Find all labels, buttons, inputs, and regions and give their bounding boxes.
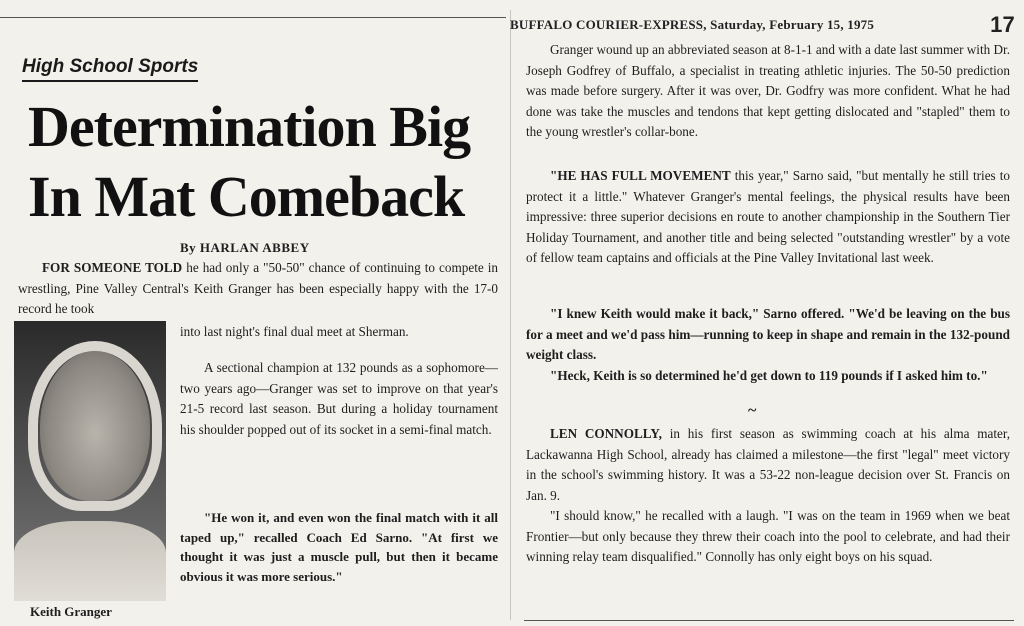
paragraph-continued: into last night's final dual meet at Sherman. xyxy=(180,324,409,339)
top-rule xyxy=(0,17,506,18)
movement-text: this year," Sarno said, "but mentally he still tries to protect it a little." Whatever Granger's mental feelings, the physical results have been impressive: three superior decisions en route to another championship in the Southern Tier Holiday Tournament, and another title and being selected "outstanding wrestler" by a vote of fellow team captains and officials at the Pine Valley Invitational last week. xyxy=(526,168,1010,265)
paragraph-connolly xyxy=(526,424,1010,506)
right-column-top xyxy=(526,40,1010,143)
headline-line-1: Determination Big xyxy=(28,94,471,159)
publication-line: BUFFALO COURIER-EXPRESS, Saturday, February 15, 1975 xyxy=(510,17,875,32)
masthead xyxy=(510,12,1015,38)
portrait-photo xyxy=(14,321,166,601)
photo-headgear xyxy=(28,341,162,511)
connolly-text: in his first season as swimming coach at his alma mater, Lackawanna High School, already has claimed a milestone—the first "legal" meet victory in the school's swimming history. It was a 53-22 non-league decision over St. Francis on Jan. 9. xyxy=(526,426,1010,503)
headline xyxy=(28,92,508,232)
lead-caps: FOR SOMEONE TOLD xyxy=(42,260,183,275)
section-heading: High School Sports xyxy=(22,56,198,82)
paragraph-movement xyxy=(526,166,1010,269)
paragraph-heck-keith: "Heck, Keith is so determined he'd get down to 119 pounds if I asked him to." xyxy=(550,367,988,383)
byline: By HARLAN ABBEY xyxy=(180,240,310,255)
connolly-caps: LEN CONNOLLY, xyxy=(550,426,662,441)
movement-caps: "HE HAS FULL MOVEMENT xyxy=(550,168,731,183)
paragraph-should-know: "I should know," he recalled with a laugh. "I was on the team in 1969 when we beat Frontier—but only because they threw their coach into the pool to celebrate, and had their winning relay team disqualified." Connolly has only eight boys on his squad. xyxy=(526,508,1010,564)
paragraph-surgery: Granger wound up an abbreviated season at 8-1-1 and with a date last summer with Dr. Joseph Godfrey of Buffalo, a specialist in treating athletic injuries. The 50-50 prediction was made before surgery. After it was over, Dr. Godfry was more confident. What he had done was take the muscles and tendons that kept getting dislocated and "stapled" them to the young wrestler's collar-bone. xyxy=(526,42,1010,139)
paragraph-knew-keith: "I knew Keith would make it back," Sarno offered. "We'd be leaving on the bus for a meet and we'd pass him—running to keep in shape and remain in the 132-pound weight class. xyxy=(526,306,1010,362)
bottom-rule xyxy=(524,620,1014,621)
paragraph-sectional: A sectional champion at 132 pounds as a sophomore—two years ago—Granger was set to improve on that year's 21-5 record last season. But during a holiday tournament his shoulder popped out of its socket in a semi-final match. xyxy=(180,360,498,437)
lead-text: he had only a "50-50" chance of continuing to compete in wrestling, Pine Valley Central's Keith Granger has been especially happy with the 17-0 record he took xyxy=(18,260,498,316)
column-divider xyxy=(510,10,511,620)
separator-mark: ~ xyxy=(748,402,757,419)
lead-paragraph xyxy=(18,258,498,320)
page-number: 17 xyxy=(990,12,1015,37)
photo-shoulders xyxy=(14,521,166,601)
right-column-quotes xyxy=(526,304,1010,386)
right-column-movement xyxy=(526,166,1010,269)
quote-coach-sarno: "He won it, and even won the final match with it all taped up," recalled Coach Ed Sarno. "At first we thought it was just a muscle pull, but then it became obvious it was more serious." xyxy=(180,510,498,584)
right-column-connolly xyxy=(526,424,1010,568)
photo-caption: Keith Granger xyxy=(30,604,112,619)
headline-line-2: In Mat Comeback xyxy=(28,164,465,229)
